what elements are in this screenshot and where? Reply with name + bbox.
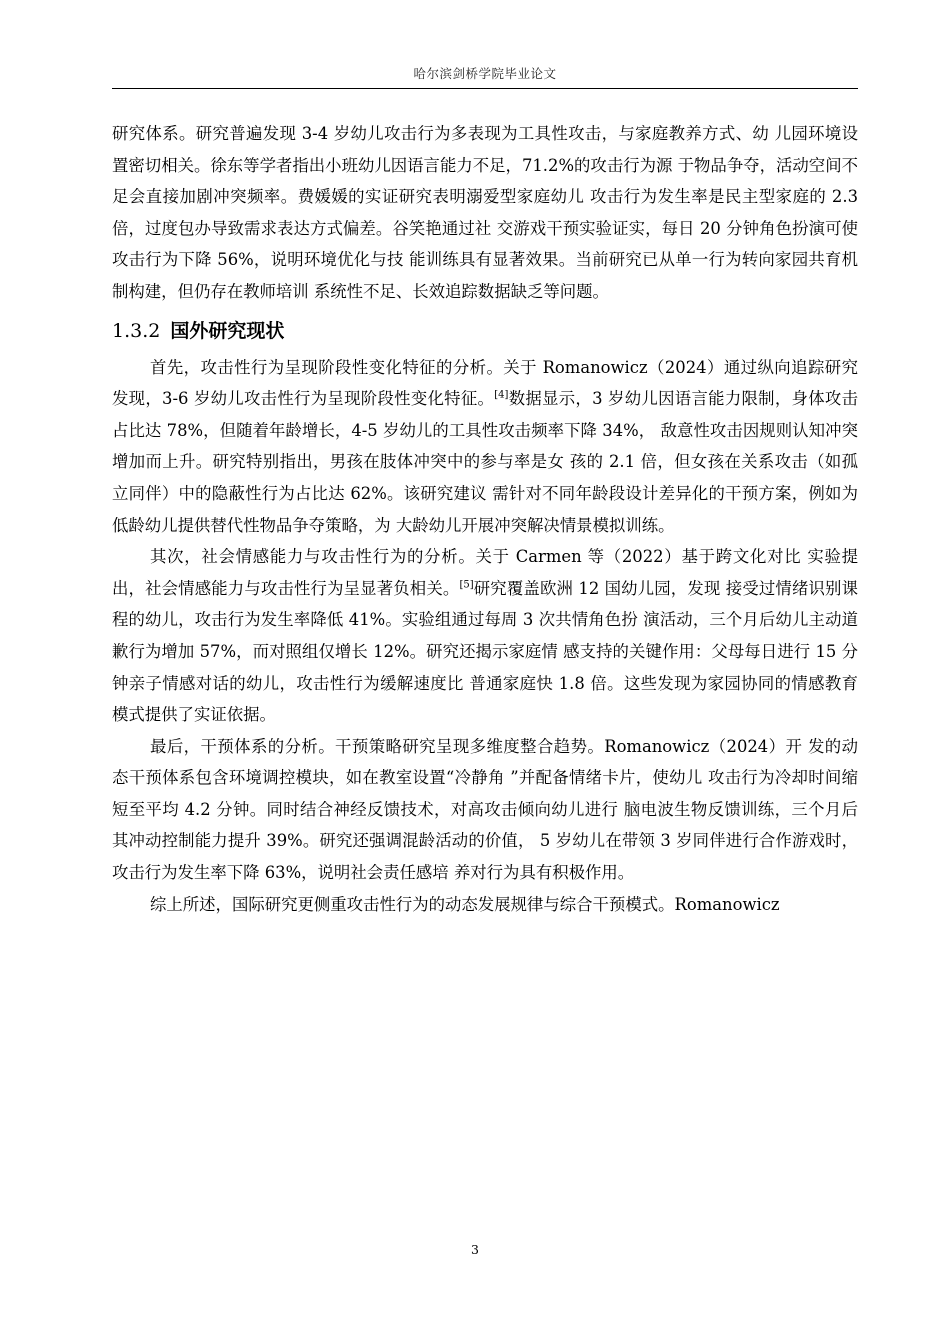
paragraph-stage-features [112, 352, 858, 542]
page-number: 3 [471, 1242, 479, 1257]
paragraph-social-emotional-text-b: 研究覆盖欧洲 12 国幼儿园，发现 接受过情绪识别课程的幼儿，攻击行为发生率降低 41%。实验组通过每周 3 次共情角色扮 演活动，三个月后幼儿主动道歉行为增加 57%，而对照组仅增长 12%。研究还揭示家庭情 感支持的关键作用：父母每日进行 15 分钟亲子情感对话的幼儿，攻击性行为缓解速度比 普通家庭快 1.8 倍。这些发现为家园协同的情感教育模式提供了实证依据。 [112, 578, 858, 725]
citation-ref-5: [5] [459, 579, 474, 591]
paragraph-stage-features-text-b: 数据显示，3 岁幼儿因语言能力限制，身体攻击占比达 78%，但随着年龄增长，4-5 岁幼儿的工具性攻击频率下降 34%， 敌意性攻击因规则认知冲突增加而上升。研究特别指出，男孩在肢体冲突中的参与率是女 孩的 2.1 倍，但女孩在关系攻击（如孤立同伴）中的隐蔽性行为占比达 62%。该研究建议 需针对不同年龄段设计差异化的干预方案，例如为低龄幼儿提供替代性物品争夺策略，为 大龄幼儿开展冲突解决情景模拟训练。 [112, 389, 858, 535]
paragraph-domestic-summary: 研究体系。研究普遍发现 3-4 岁幼儿攻击行为多表现为工具性攻击，与家庭教养方式、幼 儿园环境设置密切相关。徐东等学者指出小班幼儿因语言能力不足，71.2%的攻击行为源 于物品争夺，活动空间不足会直接加剧冲突频率。费媛媛的实证研究表明溺爱型家庭幼儿 攻击行为发生率是民主型家庭的 2.3 倍，过度包办导致需求表达方式偏差。谷笑艳通过社 交游戏干预实验证实，每日 20 分钟角色扮演可使攻击行为下降 56%，说明环境优化与技 能训练具有显著效果。当前研究已从单一行为转向家园共育机制构建，但仍存在教师培训 系统性不足、长效追踪数据缺乏等问题。 [112, 124, 858, 301]
section-heading [112, 316, 858, 346]
page-header-title: 哈尔滨剑桥学院毕业论文 [413, 66, 557, 81]
paragraph-social-emotional-text-a: 其次，社会情感能力与攻击性行为的分析。关于 Carmen 等（2022）基于跨文化对比 实验提出，社会情感能力与攻击性行为呈显著负相关。 [112, 547, 858, 598]
paragraph-stage-features-text-a: 首先，攻击性行为呈现阶段性变化特征的分析。关于 Romanowicz（2024）通过纵向追踪研究发现，3-6 岁幼儿攻击性行为呈现阶段性变化特征。 [112, 357, 858, 409]
paragraph-summary: 综上所述，国际研究更侧重攻击性行为的动态发展规律与综合干预模式。Romanowicz [150, 894, 780, 914]
citation-ref-4: [4] [494, 389, 509, 401]
paragraph-intervention-system: 最后，干预体系的分析。干预策略研究呈现多维度整合趋势。Romanowicz（2024）开 发的动态干预体系包含环境调控模块，如在教室设置“冷静角 ”并配备情绪卡片，使幼儿 攻击行为冷却时间缩短至平均 4.2 分钟。同时结合神经反馈技术，对高攻击倾向幼儿进行 脑电波生物反馈训练，三个月后其冲动控制能力提升 39%。研究还强调混龄活动的价值， 5 岁幼儿在带领 3 岁同伴进行合作游戏时，攻击行为发生率下降 63%，说明社会责任感培 养对行为具有积极作用。 [112, 736, 858, 883]
paragraph-social-emotional [112, 541, 858, 731]
document-body [112, 118, 858, 920]
section-title: 国外研究现状 [170, 319, 285, 342]
header-divider [112, 88, 858, 89]
section-number: 1.3.2 [112, 319, 161, 342]
